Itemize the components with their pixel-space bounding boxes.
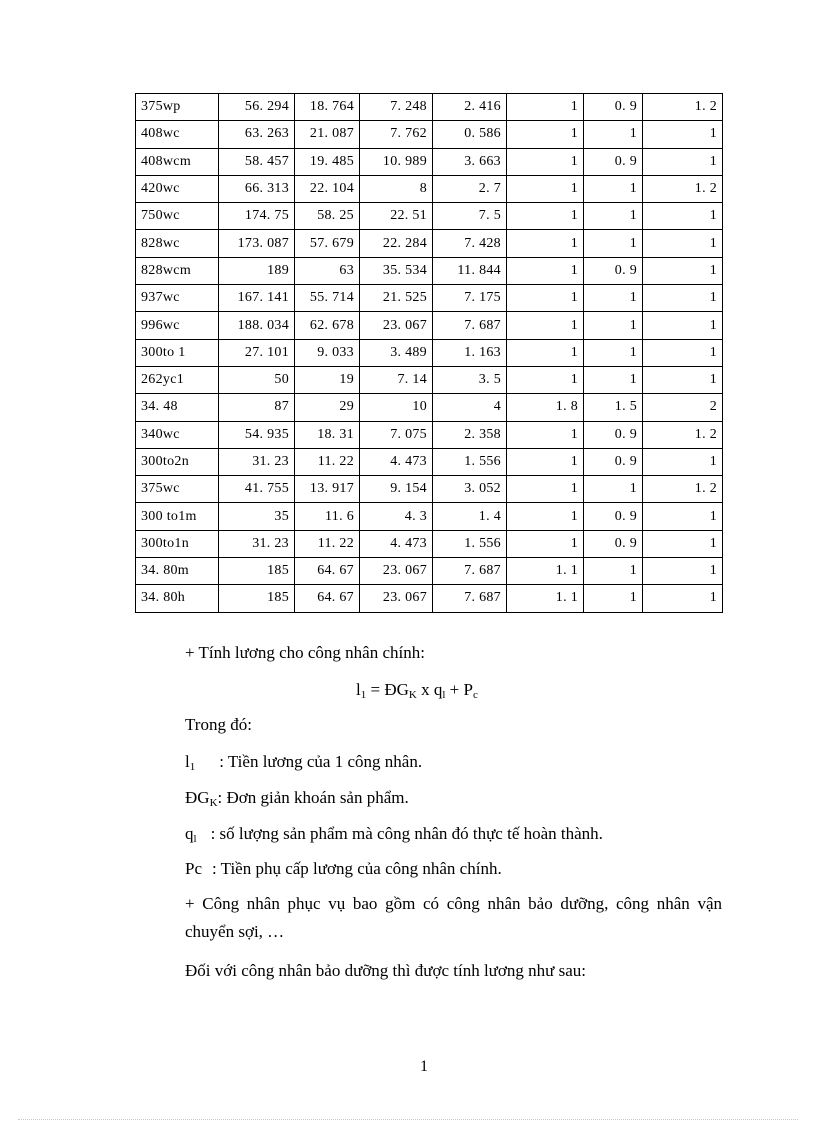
value-cell: 18. 31 [295,421,360,448]
value-cell: 1 [643,558,723,585]
def-dgk-symbol: ĐG [185,788,210,807]
value-cell: 7. 762 [360,121,433,148]
value-cell: 8 [360,175,433,202]
value-cell: 0. 9 [584,421,643,448]
value-cell: 1 [584,203,643,230]
value-cell: 1 [643,230,723,257]
value-cell: 62. 678 [295,312,360,339]
row-code-cell: 34. 80h [136,585,219,612]
value-cell: 57. 679 [295,230,360,257]
value-cell: 1 [643,530,723,557]
value-cell: 1 [507,339,584,366]
value-cell: 13. 917 [295,476,360,503]
value-cell: 185 [219,585,295,612]
value-cell: 1 [507,448,584,475]
def-l1-text: : Tiền lương của 1 công nhân. [219,752,423,771]
value-cell: 35. 534 [360,257,433,284]
row-code-cell: 300to2n [136,448,219,475]
value-cell: 7. 687 [433,558,507,585]
table-row [136,394,723,421]
value-cell: 1 [584,558,643,585]
value-cell: 31. 23 [219,448,295,475]
salary-formula [356,679,478,706]
def-q-symbol: q [185,824,194,843]
value-cell: 1 [643,148,723,175]
bao-duong-paragraph: Đối với công nhân bảo dưỡng thì được tính lương như sau: [185,961,586,980]
value-cell: 3. 489 [360,339,433,366]
value-cell: 1 [584,476,643,503]
value-cell: 7. 687 [433,312,507,339]
table-row [136,448,723,475]
value-cell: 64. 67 [295,585,360,612]
value-cell: 1 [507,230,584,257]
value-cell: 1. 2 [643,421,723,448]
value-cell: 21. 087 [295,121,360,148]
value-cell: 21. 525 [360,285,433,312]
phuc-vu-text: + Công nhân phục vụ bao gồm có công nhân bảo dưỡng, công nhân vận chuyển sợi, … [185,894,722,941]
row-code-cell: 300to 1 [136,339,219,366]
page-bottom-rule [18,1119,798,1120]
value-cell: 11. 22 [295,448,360,475]
page-number: 1 [420,1058,428,1075]
value-cell: 11. 6 [295,503,360,530]
table-row [136,503,723,530]
row-code-cell: 262yc1 [136,366,219,393]
value-cell: 1. 2 [643,94,723,121]
value-cell: 1 [584,312,643,339]
value-cell: 4 [433,394,507,421]
value-cell: 31. 23 [219,530,295,557]
value-cell: 1 [643,257,723,284]
value-cell: 1 [643,366,723,393]
value-cell: 87 [219,394,295,421]
table-row [136,339,723,366]
value-cell: 63 [295,257,360,284]
value-cell: 1. 1 [507,585,584,612]
table-row [136,230,723,257]
def-l1-sub: 1 [189,761,196,773]
table-row [136,148,723,175]
value-cell: 23. 067 [360,312,433,339]
row-code-cell: 408wc [136,121,219,148]
value-cell: 7. 5 [433,203,507,230]
trong-do-heading: Trong đó: [185,715,252,734]
value-cell: 1 [584,339,643,366]
value-cell: 1 [507,312,584,339]
formula-dg-sub: K [408,689,417,701]
value-cell: 189 [219,257,295,284]
value-cell: 1 [643,285,723,312]
value-cell: 7. 687 [433,585,507,612]
value-cell: 1 [584,366,643,393]
value-cell: 9. 033 [295,339,360,366]
value-cell: 1. 556 [433,448,507,475]
row-code-cell: 937wc [136,285,219,312]
value-cell: 66. 313 [219,175,295,202]
formula-eq-dg: = ĐG [366,680,409,699]
value-cell: 1 [643,312,723,339]
value-cell: 7. 248 [360,94,433,121]
value-cell: 64. 67 [295,558,360,585]
value-cell: 54. 935 [219,421,295,448]
value-cell: 1 [507,148,584,175]
value-cell: 1 [643,585,723,612]
value-cell: 22. 51 [360,203,433,230]
value-cell: 19. 485 [295,148,360,175]
formula-l: l [356,680,361,699]
table-row [136,285,723,312]
value-cell: 7. 175 [433,285,507,312]
table-row [136,121,723,148]
value-cell: 1 [643,503,723,530]
def-pc-text: : Tiền phụ cấp lương của công nhân chính. [212,859,502,878]
value-cell: 1. 8 [507,394,584,421]
value-cell: 0. 9 [584,448,643,475]
value-cell: 0. 9 [584,148,643,175]
row-code-cell: 375wp [136,94,219,121]
value-cell: 3. 5 [433,366,507,393]
table-row [136,476,723,503]
data-table [135,93,723,613]
value-cell: 2. 358 [433,421,507,448]
value-cell: 4. 473 [360,448,433,475]
value-cell: 4. 473 [360,530,433,557]
table-row [136,257,723,284]
value-cell: 1. 2 [643,476,723,503]
value-cell: 1 [584,230,643,257]
value-cell: 185 [219,558,295,585]
def-l1-symbol: l [185,752,190,771]
value-cell: 19 [295,366,360,393]
value-cell: 11. 22 [295,530,360,557]
table-row [136,530,723,557]
value-cell: 1 [507,121,584,148]
table-row [136,585,723,612]
value-cell: 7. 428 [433,230,507,257]
def-dgk-sub: K [209,797,218,809]
formula-plus-p: + P [445,680,473,699]
value-cell: 4. 3 [360,503,433,530]
value-cell: 1. 163 [433,339,507,366]
value-cell: 23. 067 [360,558,433,585]
value-cell: 35 [219,503,295,530]
value-cell: 1 [643,203,723,230]
value-cell: 1. 1 [507,558,584,585]
def-dgk-text: : Đơn giản khoán sản phẩm. [217,788,409,807]
value-cell: 0. 9 [584,94,643,121]
value-cell: 1 [643,121,723,148]
table-row [136,366,723,393]
value-cell: 3. 052 [433,476,507,503]
value-cell: 1 [507,175,584,202]
formula-p-sub: c [472,689,478,701]
value-cell: 55. 714 [295,285,360,312]
row-code-cell: 34. 48 [136,394,219,421]
value-cell: 63. 263 [219,121,295,148]
value-cell: 2. 7 [433,175,507,202]
row-code-cell: 420wc [136,175,219,202]
row-code-cell: 828wc [136,230,219,257]
table-row [136,175,723,202]
value-cell: 22. 284 [360,230,433,257]
row-code-cell: 34. 80m [136,558,219,585]
def-l1 [185,751,422,778]
value-cell: 1 [643,339,723,366]
value-cell: 174. 75 [219,203,295,230]
value-cell: 10 [360,394,433,421]
value-cell: 10. 989 [360,148,433,175]
value-cell: 58. 457 [219,148,295,175]
value-cell: 1 [507,257,584,284]
value-cell: 1 [584,175,643,202]
value-cell: 1. 2 [643,175,723,202]
value-cell: 1 [507,476,584,503]
value-cell: 0. 9 [584,503,643,530]
value-cell: 0. 9 [584,257,643,284]
value-cell: 7. 075 [360,421,433,448]
table-row [136,203,723,230]
value-cell: 1 [507,366,584,393]
value-cell: 58. 25 [295,203,360,230]
table-row [136,94,723,121]
value-cell: 1. 5 [584,394,643,421]
value-cell: 2 [643,394,723,421]
value-cell: 1 [507,285,584,312]
value-cell: 50 [219,366,295,393]
row-code-cell: 300 to1m [136,503,219,530]
value-cell: 11. 844 [433,257,507,284]
row-code-cell: 996wc [136,312,219,339]
phuc-vu-paragraph [185,890,722,946]
value-cell: 167. 141 [219,285,295,312]
def-pc [185,858,502,880]
value-cell: 1 [507,94,584,121]
value-cell: 1 [643,448,723,475]
def-dgk [185,787,409,814]
def-q-text: : số lượng sản phẩm mà công nhân đó thực tế hoàn thành. [210,824,603,843]
row-code-cell: 828wcm [136,257,219,284]
value-cell: 1 [507,421,584,448]
value-cell: 1 [584,285,643,312]
value-cell: 29 [295,394,360,421]
row-code-cell: 375wc [136,476,219,503]
value-cell: 3. 663 [433,148,507,175]
table-row [136,558,723,585]
value-cell: 2. 416 [433,94,507,121]
row-code-cell: 750wc [136,203,219,230]
row-code-cell: 300to1n [136,530,219,557]
table-body [136,94,723,613]
row-code-cell: 408wcm [136,148,219,175]
value-cell: 0. 9 [584,530,643,557]
value-cell: 9. 154 [360,476,433,503]
row-code-cell: 340wc [136,421,219,448]
table-row [136,312,723,339]
table-row [136,421,723,448]
value-cell: 56. 294 [219,94,295,121]
value-cell: 7. 14 [360,366,433,393]
value-cell: 188. 034 [219,312,295,339]
def-q [185,823,603,850]
value-cell: 41. 755 [219,476,295,503]
intro-text: + Tính lương cho công nhân chính: [185,643,425,662]
def-q-sub: l [193,833,197,845]
formula-l-sub: 1 [360,689,367,701]
value-cell: 1. 4 [433,503,507,530]
formula-q-sub: l [442,689,446,701]
value-cell: 27. 101 [219,339,295,366]
formula-times-q: x q [416,680,443,699]
value-cell: 1 [507,503,584,530]
value-cell: 173. 087 [219,230,295,257]
value-cell: 0. 586 [433,121,507,148]
value-cell: 1. 556 [433,530,507,557]
value-cell: 1 [507,530,584,557]
def-pc-symbol: Pc [185,859,202,878]
value-cell: 1 [584,121,643,148]
value-cell: 1 [584,585,643,612]
value-cell: 18. 764 [295,94,360,121]
value-cell: 1 [507,203,584,230]
value-cell: 22. 104 [295,175,360,202]
value-cell: 23. 067 [360,585,433,612]
